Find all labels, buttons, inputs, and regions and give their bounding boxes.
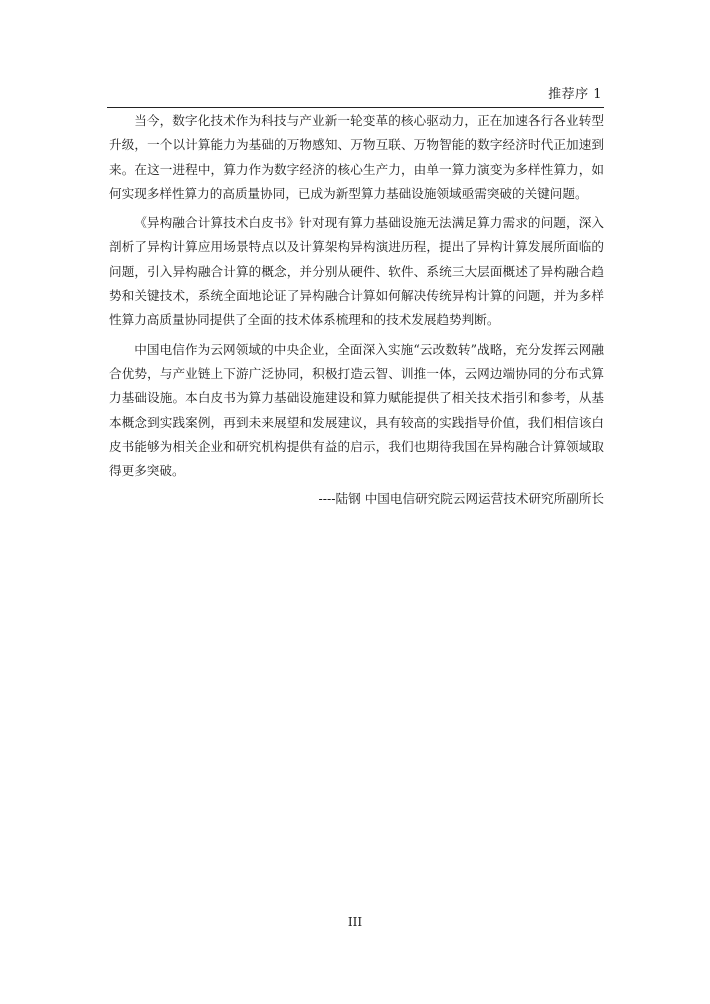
page-number: III xyxy=(347,915,363,929)
page-header xyxy=(107,86,604,108)
paragraph-2: 《异构融合计算技术白皮书》针对现有算力基础设施无法满足算力需求的问题，深入剖析了异构计算应用场景特点以及计算架构异构演进历程，提出了异构计算发展所面临的问题，引入异构融合计算的概念，并分别从硬件、软件、系统三大层面概述了异构融合趋势和关键技术，系统全面地论证了异构融合计算如何解决传统异构计算的问题，并为多样性算力高质量协同提供了全面的技术体系梳理和的技术发展趋势判断。 xyxy=(109,215,604,328)
author-signature: ----陆钢 中国电信研究院云网运营技术研究所副所长 xyxy=(318,491,604,507)
foreword-body xyxy=(109,107,604,511)
paragraph-3: 中国电信作为云网领域的中央企业，全面深入实施“云改数转”战略，充分发挥云网融合优势，与产业链上下游广泛协同，积极打造云智、训推一体，云网边端协同的分布式算力基础设施。本白皮书为算力基础设施建设和算力赋能提供了相关技术指引和参考，从基本概念到实践案例，再到未来展望和发展建议，具有较高的实践指导价值，我们相信该白皮书能够为相关企业和研究机构提供有益的启示，我们也期待我国在异构融合计算领域取得更多突破。 xyxy=(109,341,604,479)
paragraph-1: 当今，数字化技术作为科技与产业新一轮变革的核心驱动力，正在加速各行各业转型升级，一个以计算能力为基础的万物感知、万物互联、万物智能的数字经济时代正加速到来。在这一进程中，算力作为数字经济的核心生产力，由单一算力演变为多样性算力，如何实现多样性算力的高质量协同，已成为新型算力基础设施领域亟需突破的关键问题。 xyxy=(109,113,604,201)
header-title: 推荐序 1 xyxy=(548,87,602,102)
